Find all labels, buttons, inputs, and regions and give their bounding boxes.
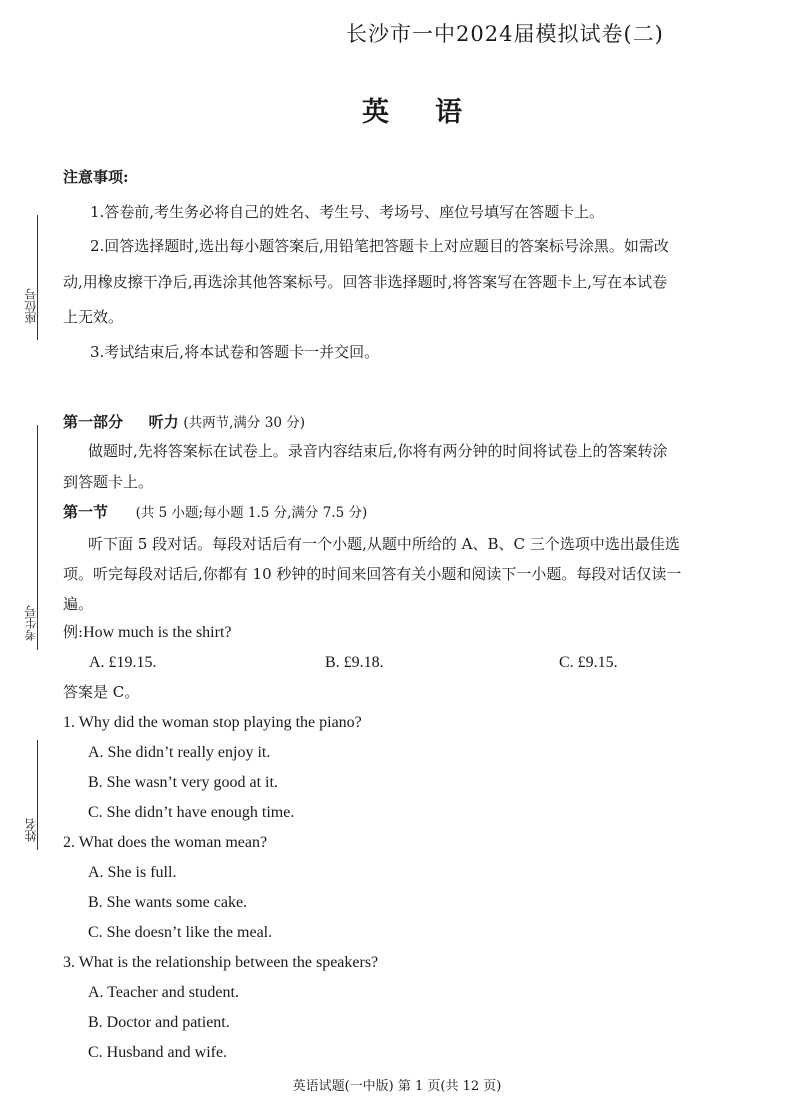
part1-heading: 第一部分 — [63, 413, 124, 431]
question-3-stem: 3. What is the relationship between the speakers? — [63, 954, 379, 971]
question-2-option-c: C. She doesn’t like the meal. — [88, 924, 273, 941]
question-2-option-b: B. She wants some cake. — [88, 894, 248, 911]
section1-heading-row — [63, 505, 367, 521]
example-row — [63, 625, 231, 641]
question-1-option-c: C. She didn’t have enough time. — [88, 804, 295, 821]
example-answer: 答案是 C。 — [63, 683, 140, 701]
example-option-a: A. £19.15. — [89, 654, 157, 671]
section1-heading: 第一节 — [63, 503, 109, 521]
question-2-stem: 2. What does the woman mean? — [63, 834, 268, 851]
part1-instruction-line-2: 到答题卡上。 — [63, 473, 154, 491]
part1-instruction-line-1: 做题时,先将答案标在试卷上。录音内容结束后,你将有两分钟的时间将试卷上的答案转涂 — [88, 442, 668, 460]
notes-item-2-line-1: 2.回答选择题时,选出每小题答案后,用铅笔把答题卡上对应题目的答案标号涂黑。如需改 — [90, 237, 669, 255]
exam-no-label: 考生号 — [24, 605, 38, 641]
example-question: How much is the shirt? — [83, 624, 232, 641]
notes-item-2-line-3: 上无效。 — [63, 308, 124, 326]
part1-title: 听力 — [148, 413, 179, 431]
exam-title: 长沙市一中2024届模拟试卷(二) — [346, 22, 664, 46]
seat-no-label: 座位号 — [24, 288, 38, 324]
notes-heading: 注意事项: — [63, 168, 129, 186]
section1-info: (共 5 小题;每小题 1.5 分,满分 7.5 分) — [135, 505, 368, 521]
question-3-option-a: A. Teacher and student. — [88, 984, 239, 1001]
notes-item-2-line-2: 动,用橡皮擦干净后,再选涂其他答案标号。回答非选择题时,将答案写在答题卡上,写在本试卷 — [63, 273, 668, 291]
question-1-stem: 1. Why did the woman stop playing the piano? — [63, 714, 362, 731]
example-label: 例: — [63, 623, 84, 641]
question-1-option-b: B. She wasn’t very good at it. — [88, 774, 278, 791]
section1-instruction-line-1: 听下面 5 段对话。每段对话后有一个小题,从题中所给的 A、B、C 三个选项中选出最佳选 — [88, 535, 680, 553]
notes-item-3: 3.考试结束后,将本试卷和答题卡一并交回。 — [90, 343, 380, 361]
example-option-b: B. £9.18. — [325, 654, 384, 671]
subject-title: 英语 — [362, 97, 508, 128]
question-2-option-a: A. She is full. — [88, 864, 177, 881]
section1-instruction-line-3: 遍。 — [63, 595, 94, 613]
page-footer: 英语试题(一中版) 第 1 页(共 12 页) — [292, 1079, 502, 1094]
name-label: 姓名 — [24, 818, 38, 842]
question-3-option-c: C. Husband and wife. — [88, 1044, 228, 1061]
part1-info: (共两节,满分 30 分) — [183, 415, 305, 431]
section1-instruction-line-2: 项。听完每段对话后,你都有 10 秒钟的时间来回答有关小题和阅读下一小题。每段对话仅读一 — [63, 565, 682, 583]
notes-item-1: 1.答卷前,考生务必将自己的姓名、考生号、考场号、座位号填写在答题卡上。 — [90, 203, 605, 221]
question-1-option-a: A. She didn’t really enjoy it. — [88, 744, 271, 761]
example-option-c: C. £9.15. — [559, 654, 618, 671]
part1-heading-row — [63, 415, 305, 431]
question-3-option-b: B. Doctor and patient. — [88, 1014, 230, 1031]
